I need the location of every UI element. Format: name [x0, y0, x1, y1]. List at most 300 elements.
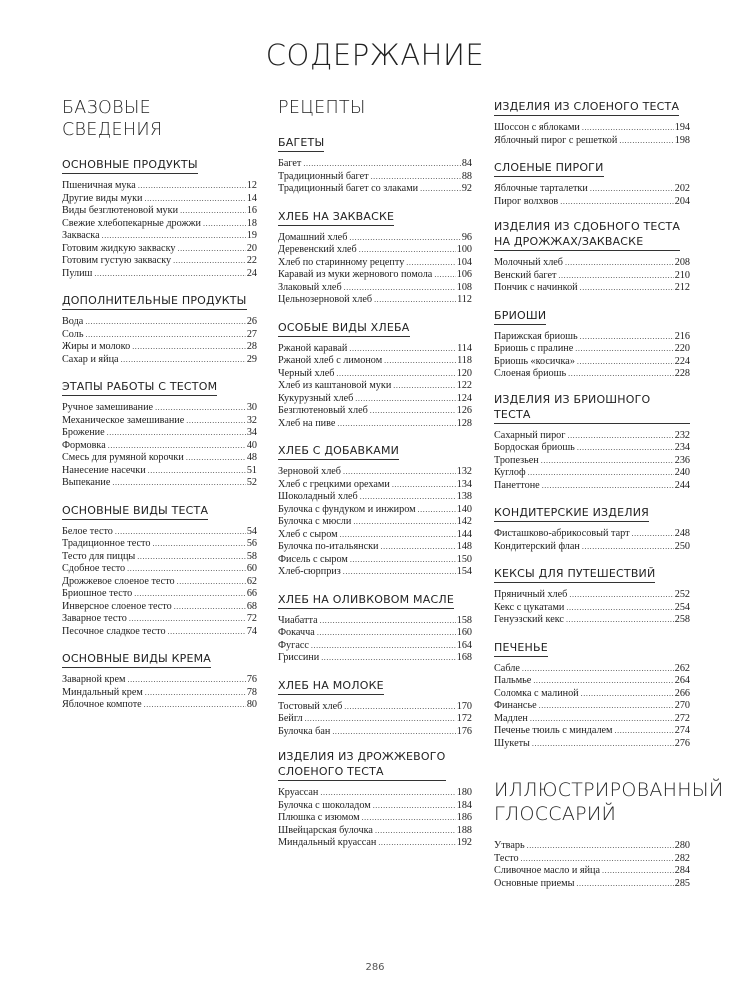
entry-title: Хлеб с сыром — [278, 528, 338, 540]
toc-entry — [278, 244, 472, 257]
dot-leader — [577, 356, 674, 369]
entry-title: Основные приемы — [494, 877, 575, 889]
entry-title: Белое тесто — [62, 525, 113, 537]
entry-title: Цельнозерновой хлеб — [278, 294, 373, 305]
entry-title: Сдобное тесто — [62, 563, 126, 574]
toc-entry — [62, 440, 257, 453]
entry-title: Безглютеновый хлеб — [278, 405, 368, 416]
section-title: ЭТАПЫ РАБОТЫ С ТЕСТОМ — [62, 379, 217, 396]
dot-leader — [177, 576, 246, 589]
entry-page: 270 — [674, 700, 690, 711]
entry-page: 120 — [456, 367, 472, 379]
toc-entry — [62, 316, 257, 329]
toc-entry — [278, 529, 472, 542]
section-title-line: ИЗДЕЛИЯ ИЗ СДОБНОГО ТЕСТА — [494, 220, 681, 233]
toc-entry — [494, 688, 690, 701]
entry-page: 144 — [456, 528, 472, 540]
entry-page: 172 — [456, 713, 472, 724]
toc-entry — [278, 171, 472, 184]
entry-page: 186 — [456, 812, 472, 823]
entry-page: 224 — [674, 355, 690, 367]
entry-title: Шоколадный хлеб — [278, 491, 358, 502]
entry-page: 154 — [456, 566, 472, 577]
dot-leader — [632, 528, 674, 541]
entry-title: Мадлен — [494, 712, 528, 724]
entry-page: 170 — [456, 700, 472, 712]
toc-entry — [278, 380, 472, 393]
dot-leader — [127, 674, 245, 687]
entry-page: 78 — [246, 686, 257, 698]
dot-leader — [350, 554, 456, 567]
part-title: БАЗОВЫЕ СВЕДЕНИЯ — [62, 98, 163, 140]
section-title: КЕКСЫ ДЛЯ ПУТЕШЕСТВИЙ — [494, 566, 655, 583]
toc-entry — [278, 294, 472, 307]
toc-entry — [278, 554, 472, 567]
dot-leader — [527, 840, 674, 853]
entry-title: Ржаной каравай — [278, 342, 348, 354]
entry-title: Инверсное слоеное тесто — [62, 600, 172, 612]
dot-leader — [349, 343, 456, 356]
entry-page: 48 — [246, 452, 257, 463]
entry-title: Вода — [62, 316, 84, 327]
section-title: ОСНОВНЫЕ ВИДЫ ТЕСТА — [62, 503, 208, 520]
entry-page: 92 — [461, 183, 472, 194]
toc-entry — [494, 183, 690, 196]
dot-leader — [576, 878, 673, 891]
entry-page: 194 — [674, 122, 690, 133]
entry-page: 236 — [674, 454, 690, 466]
dot-leader — [186, 452, 246, 465]
dot-leader — [528, 467, 674, 480]
entry-page: 40 — [246, 439, 257, 451]
entry-page: 20 — [246, 242, 257, 254]
toc-entry — [494, 442, 690, 455]
dot-leader — [144, 699, 246, 712]
dot-leader — [577, 442, 674, 455]
entry-title: Кекс с цукатами — [494, 601, 565, 613]
dot-leader — [168, 626, 246, 639]
dot-leader — [137, 551, 246, 564]
toc-entry — [62, 563, 257, 576]
entry-page: 210 — [674, 269, 690, 281]
dot-leader — [344, 282, 456, 295]
toc-entry — [278, 627, 472, 640]
toc-section — [62, 377, 257, 490]
dot-leader — [530, 713, 674, 726]
entry-page: 254 — [674, 601, 690, 613]
section-title-line: СЛОЕНОГО ТЕСТА — [278, 765, 384, 778]
toc-entry — [62, 526, 257, 539]
entry-title: Механическое замешивание — [62, 414, 185, 426]
toc-section — [62, 155, 257, 280]
entry-page: 220 — [674, 343, 690, 354]
entry-page: 32 — [246, 414, 257, 426]
toc-entry — [62, 699, 257, 712]
entry-page: 184 — [456, 799, 472, 811]
entry-title: Выпекание — [62, 477, 111, 488]
dot-leader — [619, 135, 673, 148]
entry-page: 216 — [674, 330, 690, 342]
toc-entry — [494, 878, 690, 891]
entry-title: Чиабатта — [278, 614, 318, 626]
toc-section — [494, 158, 690, 208]
dot-leader — [582, 122, 674, 135]
entry-title: Шоссон с яблоками — [494, 122, 580, 133]
entry-title: Яблочный пирог с решеткой — [494, 134, 618, 146]
toc-entry — [278, 504, 472, 517]
toc-entry — [278, 479, 472, 492]
toc-entry — [278, 825, 472, 838]
section-title: ДОПОЛНИТЕЛЬНЫЕ ПРОДУКТЫ — [62, 293, 247, 310]
entry-page: 264 — [674, 675, 690, 686]
toc-entry — [494, 614, 690, 627]
entry-title: Печенье тюиль с миндалем — [494, 725, 613, 736]
dot-leader — [129, 613, 246, 626]
entry-page: 16 — [246, 205, 257, 216]
dot-leader — [180, 205, 246, 218]
entry-page: 112 — [457, 294, 472, 305]
toc-entry — [494, 455, 690, 468]
entry-page: 104 — [456, 256, 472, 268]
toc-entry — [62, 613, 257, 626]
entry-page: 80 — [246, 699, 257, 710]
toc-entry — [62, 268, 257, 281]
dot-leader — [575, 343, 673, 356]
toc-entry — [278, 713, 472, 726]
dot-leader — [107, 427, 246, 440]
entry-title: Булочка с мюсли — [278, 516, 352, 527]
dot-leader — [108, 440, 246, 453]
dot-leader — [371, 171, 461, 184]
entry-title: Сабле — [494, 662, 520, 674]
dot-leader — [532, 738, 674, 751]
entry-page: 96 — [461, 231, 472, 243]
section-title: ХЛЕБ НА ЗАКВАСКЕ — [278, 209, 394, 226]
toc-entry — [62, 402, 257, 415]
toc-entry — [494, 430, 690, 443]
toc-entry — [494, 196, 690, 209]
dot-leader — [434, 269, 455, 282]
dot-leader — [112, 477, 245, 490]
entry-page: 34 — [246, 427, 257, 438]
toc-entry — [278, 652, 472, 665]
entry-title: Соломка с малиной — [494, 687, 579, 699]
entry-title: Кондитерский флан — [494, 540, 580, 552]
toc-entry — [494, 853, 690, 866]
dot-leader — [102, 230, 246, 243]
entry-page: 56 — [246, 538, 257, 549]
entry-page: 148 — [456, 541, 472, 552]
dot-leader — [174, 601, 246, 614]
toc-entry — [62, 354, 257, 367]
toc-entry — [62, 218, 257, 231]
entry-page: 134 — [456, 478, 472, 490]
entry-title: Хлеб на пиве — [278, 417, 336, 429]
dot-leader — [152, 538, 245, 551]
entry-title: Тропезьен — [494, 454, 539, 466]
section-title: ХЛЕБ НА ОЛИВКОВОМ МАСЛЕ — [278, 592, 454, 609]
dot-leader — [177, 243, 245, 256]
entry-page: 128 — [456, 417, 472, 429]
entry-title: Формовка — [62, 439, 106, 451]
entry-title: Миндальный круассан — [278, 837, 377, 848]
entry-title: Генуэзский кекс — [494, 614, 564, 625]
entry-title: Багет — [278, 158, 302, 169]
toc-section — [278, 749, 472, 850]
toc-entry — [278, 418, 472, 431]
entry-page: 228 — [674, 368, 690, 379]
dot-leader — [317, 627, 456, 640]
page-title: СОДЕРЖАНИЕ — [265, 38, 485, 72]
toc-entry — [278, 257, 472, 270]
dot-leader — [566, 602, 673, 615]
toc-entry — [494, 282, 690, 295]
toc-section — [278, 590, 472, 665]
entry-title: Ручное замешивание — [62, 402, 154, 413]
entry-page: 29 — [246, 353, 257, 365]
toc-entry — [278, 701, 472, 714]
entry-page: 132 — [456, 466, 472, 477]
toc-column-3 — [494, 97, 724, 901]
entry-page: 18 — [246, 217, 257, 229]
toc-entry — [494, 738, 690, 751]
entry-title: Тесто — [494, 852, 519, 864]
toc-entry — [62, 243, 257, 256]
section-title: ХЛЕБ НА МОЛОКЕ — [278, 678, 384, 695]
dot-leader — [349, 232, 460, 245]
dot-leader — [541, 455, 674, 468]
dot-leader — [522, 663, 674, 676]
entry-page: 176 — [456, 725, 472, 737]
entry-page: 84 — [461, 158, 472, 169]
toc-column-2 — [278, 97, 472, 861]
entry-title: Хлеб-сюрприз — [278, 566, 341, 577]
entry-title: Финансье — [494, 700, 537, 711]
dot-leader — [580, 331, 674, 344]
entry-title: Булочка с шоколадом — [278, 799, 371, 811]
toc-entry — [62, 538, 257, 551]
entry-page: 24 — [246, 267, 257, 279]
dot-leader — [85, 329, 245, 342]
dot-leader — [539, 700, 674, 713]
entry-page: 252 — [674, 589, 690, 600]
dot-leader — [374, 294, 456, 307]
entry-title: Брожение — [62, 427, 105, 438]
dot-leader — [360, 491, 456, 504]
toc-entry — [62, 551, 257, 564]
entry-title: Куглоф — [494, 467, 526, 478]
dot-leader — [332, 726, 455, 739]
toc-entry — [62, 674, 257, 687]
dot-leader — [127, 563, 246, 576]
entry-title: Гриссини — [278, 652, 320, 663]
entry-page: 240 — [674, 467, 690, 478]
entry-title: Яблочные тарталетки — [494, 183, 588, 194]
entry-page: 142 — [456, 516, 472, 527]
entry-page: 30 — [246, 402, 257, 413]
toc-section — [494, 840, 690, 890]
entry-title: Слоеная бриошь — [494, 368, 567, 379]
entry-page: 272 — [674, 712, 690, 724]
entry-page: 284 — [674, 865, 690, 876]
toc-entry — [278, 393, 472, 406]
toc-entry — [494, 122, 690, 135]
toc-entry — [494, 840, 690, 853]
toc-entry — [494, 865, 690, 878]
entry-page: 266 — [674, 687, 690, 699]
dot-leader — [121, 354, 246, 367]
entry-page: 188 — [456, 824, 472, 836]
toc-entry — [494, 663, 690, 676]
entry-title: Бордоская бриошь — [494, 442, 575, 453]
dot-leader — [303, 158, 460, 171]
toc-entry — [494, 270, 690, 283]
dot-leader — [94, 268, 245, 281]
entry-title: Плюшка с изюмом — [278, 812, 360, 823]
toc-entry — [278, 355, 472, 368]
dot-leader — [590, 183, 674, 196]
entry-page: 250 — [674, 540, 690, 552]
entry-page: 204 — [674, 195, 690, 207]
entry-page: 180 — [456, 787, 472, 798]
entry-title: Хлеб по старинному рецепту — [278, 256, 405, 268]
entry-title: Пряничный хлеб — [494, 589, 568, 600]
toc-entry — [62, 687, 257, 700]
section-title: ИЗДЕЛИЯ ИЗ СЛОЕНОГО ТЕСТА — [494, 99, 679, 116]
toc-entry — [278, 615, 472, 628]
toc-entry — [278, 158, 472, 171]
toc-entry — [278, 491, 472, 504]
dot-leader — [305, 713, 456, 726]
dot-leader — [134, 588, 246, 601]
entry-title: Закваска — [62, 230, 100, 241]
entry-title: Тесто для пиццы — [62, 550, 136, 562]
toc-entry — [62, 180, 257, 193]
dot-leader — [173, 255, 246, 268]
entry-title: Бриошь «косичка» — [494, 355, 575, 367]
entry-title: Миндальный крем — [62, 686, 143, 698]
toc-entry — [62, 477, 257, 490]
toc-entry — [62, 601, 257, 614]
toc-entry — [278, 516, 472, 529]
toc-entry — [494, 331, 690, 344]
entry-page: 280 — [674, 840, 690, 851]
toc-section — [278, 133, 472, 196]
toc-entry — [278, 343, 472, 356]
entry-page: 164 — [456, 639, 472, 651]
entry-title: Готовим густую закваску — [62, 255, 172, 266]
entry-title: Хлеб с грецкими орехами — [278, 478, 390, 490]
toc-entry — [278, 466, 472, 479]
entry-title: Бейгл — [278, 713, 303, 724]
toc-entry — [494, 368, 690, 381]
entry-page: 274 — [674, 725, 690, 736]
dot-leader — [353, 516, 455, 529]
dot-leader — [615, 725, 674, 738]
section-title: ХЛЕБ С ДОБАВКАМИ — [278, 443, 399, 460]
entry-title: Смесь для румяной корочки — [62, 452, 184, 463]
dot-leader — [418, 504, 456, 517]
entry-page: 160 — [456, 627, 472, 638]
entry-page: 28 — [246, 341, 257, 352]
entry-title: Бриошное тесто — [62, 588, 133, 599]
entry-page: 138 — [456, 491, 472, 502]
section-title: ИЗДЕЛИЯ ИЗ БРИОШНОГО ТЕСТА — [494, 392, 690, 424]
dot-leader — [521, 853, 674, 866]
entry-page: 234 — [674, 442, 690, 453]
entry-page: 106 — [456, 269, 472, 280]
toc-entry — [62, 329, 257, 342]
dot-leader — [132, 341, 246, 354]
toc-entry — [62, 427, 257, 440]
toc-entry — [494, 135, 690, 148]
toc-entry — [494, 541, 690, 554]
entry-page: 51 — [246, 464, 257, 476]
dot-leader — [378, 837, 455, 850]
toc-entry — [278, 232, 472, 245]
entry-title: Черный хлеб — [278, 367, 335, 379]
dot-leader — [565, 257, 674, 270]
toc-entry — [62, 230, 257, 243]
dot-leader — [567, 430, 673, 443]
entry-page: 74 — [246, 625, 257, 637]
toc-entry — [278, 640, 472, 653]
dot-leader — [145, 687, 246, 700]
toc-entry — [62, 255, 257, 268]
entry-page: 60 — [246, 563, 257, 574]
section-title: КОНДИТЕРСКИЕ ИЗДЕЛИЯ — [494, 505, 649, 522]
toc-section — [278, 207, 472, 307]
entry-title: Молочный хлеб — [494, 257, 563, 268]
toc-entry — [278, 787, 472, 800]
section-title: ОСНОВНЫЕ ВИДЫ КРЕМА — [62, 651, 211, 668]
entry-page: 100 — [456, 244, 472, 255]
entry-page: 22 — [246, 255, 257, 266]
section-title: БАГЕТЫ — [278, 135, 324, 152]
entry-title: Утварь — [494, 840, 525, 851]
entry-title: Булочка по-итальянски — [278, 541, 379, 552]
entry-title: Свежие хлебопекарные дрожжи — [62, 217, 201, 229]
entry-title: Традиционный багет — [278, 170, 369, 182]
dot-leader — [569, 589, 673, 602]
toc-entry — [62, 588, 257, 601]
entry-page: 122 — [456, 380, 472, 391]
entry-page: 202 — [674, 183, 690, 194]
toc-entry — [278, 541, 472, 554]
entry-title: Соль — [62, 328, 84, 340]
dot-leader — [542, 480, 674, 493]
entry-title: Жиры и молоко — [62, 341, 131, 352]
section-title — [494, 219, 680, 251]
entry-page: 27 — [246, 328, 257, 340]
entry-page: 198 — [674, 134, 690, 146]
dot-leader — [85, 316, 246, 329]
part-title-line: ИЛЛЮСТРИРОВАННЫЙ — [494, 779, 724, 801]
part-title: РЕЦЕПТЫ — [278, 98, 366, 118]
part-title — [494, 778, 724, 826]
entry-title: Домашний хлеб — [278, 231, 348, 243]
section-title: СЛОЕНЫЕ ПИРОГИ — [494, 160, 604, 177]
toc-entry — [62, 193, 257, 206]
entry-title: Фисель с сыром — [278, 553, 348, 565]
toc-section — [278, 676, 472, 739]
entry-title: Швейцарская булочка — [278, 824, 373, 836]
dot-leader — [321, 652, 456, 665]
dot-leader — [560, 196, 673, 209]
entry-title: Сливочное масло и яйца — [494, 865, 601, 876]
entry-page: 12 — [246, 180, 257, 191]
section-title — [278, 749, 446, 781]
